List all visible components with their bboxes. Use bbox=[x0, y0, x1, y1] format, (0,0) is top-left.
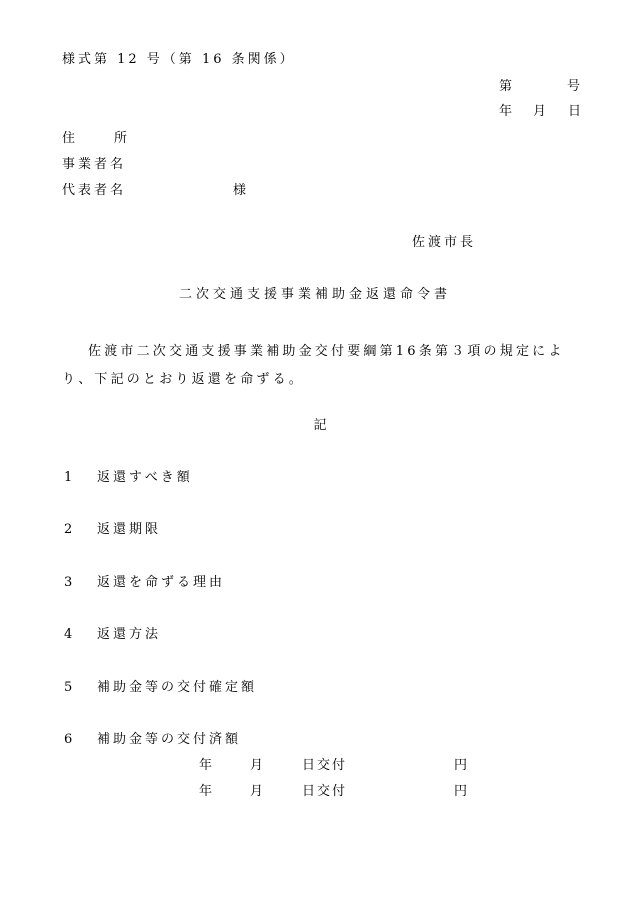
item-label: 返還すべき額 bbox=[97, 470, 193, 485]
item-label: 補助金等の交付確定額 bbox=[97, 680, 258, 695]
grant-row-year: 年 bbox=[199, 784, 213, 799]
business-name-label: 事業者名 bbox=[62, 157, 127, 172]
grant-row-yen: 円 bbox=[454, 758, 468, 773]
document-number-suffix: 号 bbox=[567, 79, 581, 94]
item-number: 6 bbox=[64, 732, 73, 747]
body-text: 佐渡市二次交通支援事業補助金交付要綱第16条第３項の規定により、下記のとおり返還を命ずる。 bbox=[62, 344, 565, 387]
item-number: 4 bbox=[64, 627, 73, 642]
item-number: 2 bbox=[64, 522, 73, 537]
issuer: 佐渡市長 bbox=[412, 235, 477, 250]
item-number: 5 bbox=[64, 680, 73, 695]
item-label: 補助金等の交付済額 bbox=[97, 732, 242, 747]
ki-heading: 記 bbox=[313, 418, 327, 433]
honorific: 様 bbox=[233, 183, 247, 198]
grant-row bbox=[0, 758, 630, 774]
grant-row-yen: 円 bbox=[454, 784, 468, 799]
document-title: 二次交通支援事業補助金返還命令書 bbox=[178, 287, 451, 302]
item-number: 1 bbox=[64, 470, 73, 485]
grant-row-year: 年 bbox=[199, 758, 213, 773]
document-number-prefix: 第 bbox=[499, 79, 513, 94]
grant-row-day: 日交付 bbox=[302, 784, 348, 799]
grant-row-month: 月 bbox=[250, 758, 264, 773]
item-label: 返還を命ずる理由 bbox=[97, 575, 226, 590]
address-label-char-2: 所 bbox=[114, 131, 128, 146]
representative-label: 代表者名 bbox=[62, 183, 127, 198]
grant-row-day: 日交付 bbox=[302, 758, 348, 773]
grant-row-month: 月 bbox=[250, 784, 264, 799]
grant-row bbox=[0, 784, 630, 800]
address-label-char-1: 住 bbox=[62, 131, 76, 146]
item-number: 3 bbox=[64, 575, 73, 590]
form-number: 様式第 12 号（第 16 条関係） bbox=[62, 52, 296, 67]
date-day: 日 bbox=[568, 104, 582, 119]
date-month: 月 bbox=[533, 104, 547, 119]
item-label: 返還方法 bbox=[97, 627, 162, 642]
date-year: 年 bbox=[499, 104, 513, 119]
item-label: 返還期限 bbox=[97, 522, 162, 537]
